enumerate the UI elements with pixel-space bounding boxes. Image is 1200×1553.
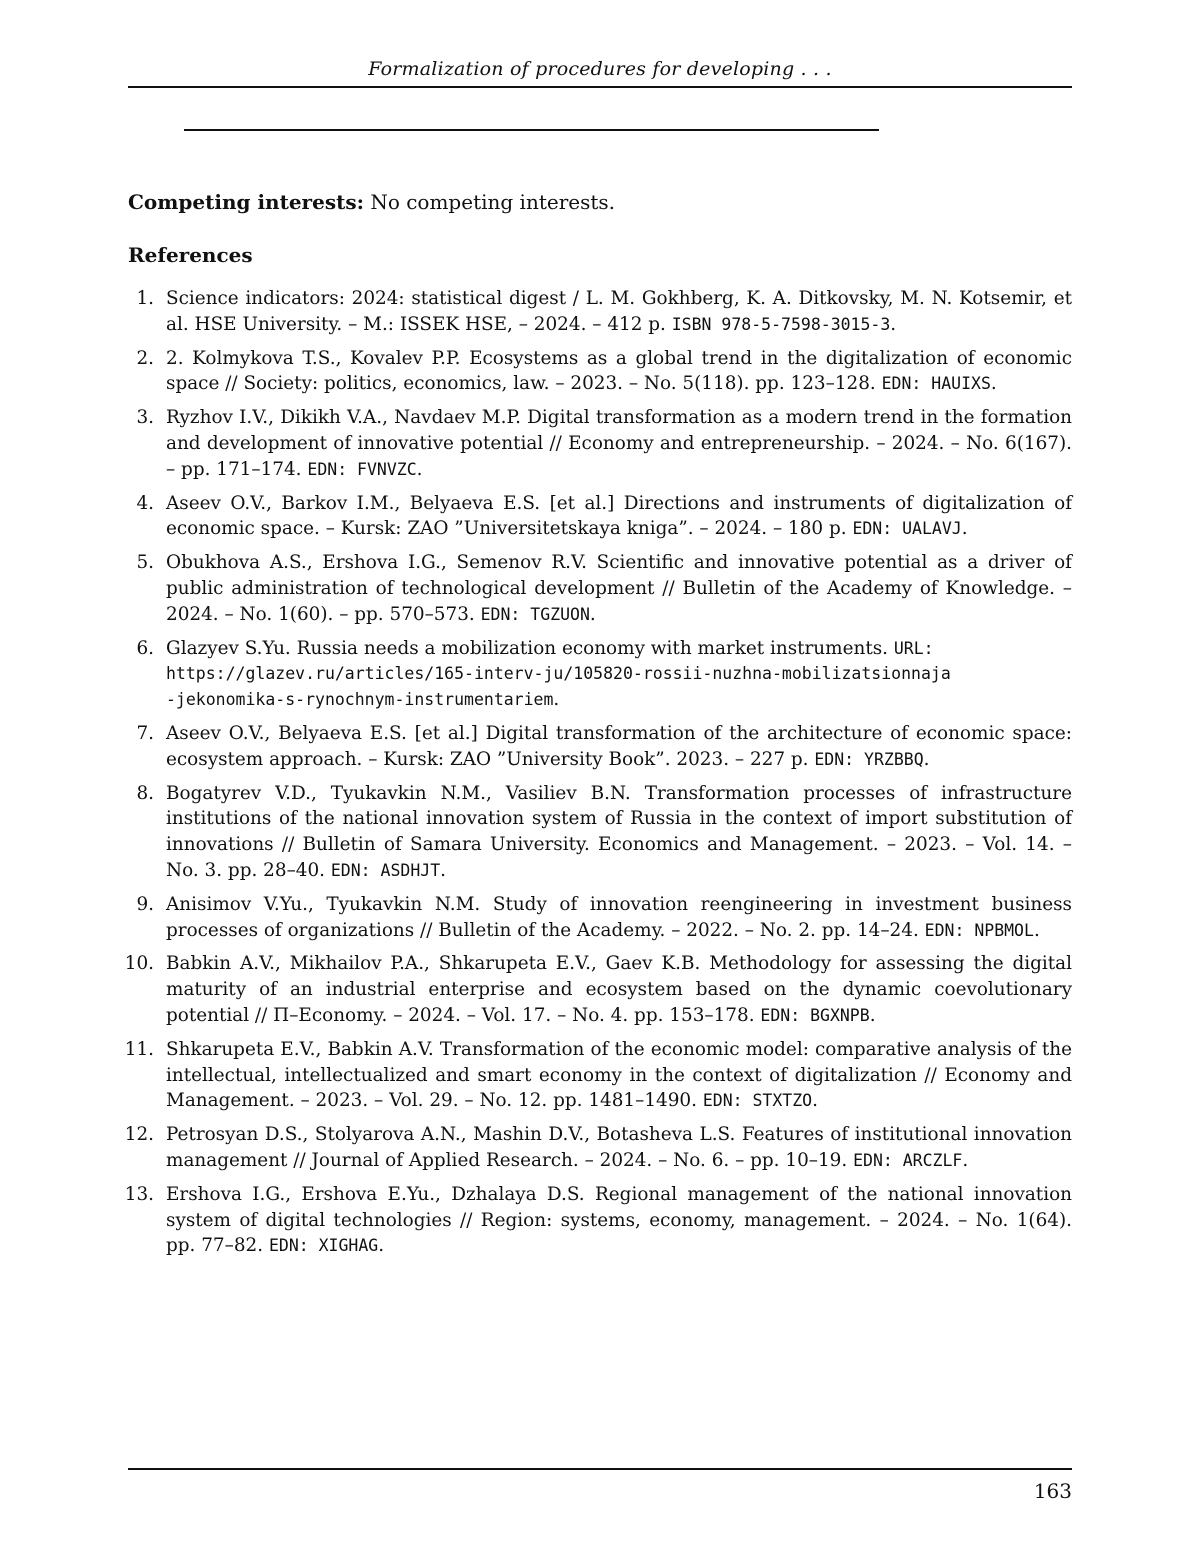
reference-text: Petrosyan D.S., Stolyarova A.N., Mashin D.V., Botasheva L.S. Features of institutional innovation management // Journal of Applied Research. – 2024. – No. 6. – pp. 10–19. <box>166 1124 1072 1171</box>
reference-identifier: EDN: FVNVZC <box>307 459 417 479</box>
reference-list <box>124 286 1072 1267</box>
reference-text: Science indicators: 2024: statistical digest / L. M. Gokhberg, K. A. Ditkovsky, M. N. Kotsemir, et al. HSE University. – M.: ISSEK HSE, – 2024. – 412 p. <box>166 288 1072 335</box>
reference-item: 8. Bogatyrev V.D., Tyukavkin N.M., Vasiliev B.N. Transformation processes of infrastructure institutions of the national innovation system of Russia in the context of import substitution of innovations // Bulletin of Samara University. Economics and Management. – 2023. – Vol. 14. – No. 3. pp. 28–40. EDN: ASDHJT. <box>128 781 1072 884</box>
reference-number: 6. <box>136 637 154 659</box>
reference-identifier: EDN: ARCZLF <box>853 1150 963 1170</box>
page-number: 163 <box>1033 1479 1072 1503</box>
reference-number: 4. <box>136 492 154 514</box>
reference-text: Aseev O.V., Belyaeva E.S. [et al.] Digital transformation of the architecture of economic space: ecosystem approach. – Kursk: ZAO ”University Book”. 2023. – 227 p. <box>166 722 1072 770</box>
reference-number: 10. <box>124 953 154 975</box>
reference-item: 1. Science indicators: 2024: statistical digest / L. M. Gokhberg, K. A. Ditkovsky, M. N. Kotsemir, et al. HSE University. – M.: ISSEK HSE, – 2024. – 412 p. ISBN 978-5-7598-3015-3. <box>128 286 1072 338</box>
reference-number: 13. <box>124 1183 154 1205</box>
header-rule <box>128 86 1072 88</box>
reference-number: 8. <box>136 782 154 804</box>
reference-item: 2. 2. Kolmykova T.S., Kovalev P.P. Ecosystems as a global trend in the digitalization of economic space // Society: politics, economics, law. – 2023. – No. 5(118). pp. 123–128. EDN: HAUIXS. <box>128 346 1072 398</box>
separator-rule <box>184 129 879 131</box>
references-heading: References <box>128 243 253 267</box>
reference-identifier: EDN: NPBMOL <box>924 920 1034 940</box>
reference-number: 12. <box>124 1124 154 1146</box>
reference-identifier: EDN: ASDHJT <box>330 860 441 880</box>
reference-identifier: ISBN 978-5-7598-3015-3 <box>671 314 891 334</box>
reference-item: 9. Anisimov V.Yu., Tyukavkin N.M. Study of innovation reengineering in investment business processes of organizations // Bulletin of the Academy. – 2022. – No. 2. pp. 14–24. EDN: NPBMOL. <box>128 892 1072 944</box>
competing-interests <box>128 190 615 214</box>
reference-item: 7. Aseev O.V., Belyaeva E.S. [et al.] Digital transformation of the architecture of economic space: ecosystem approach. – Kursk: ZAO ”University Book”. 2023. – 227 p. EDN: YRZBBQ. <box>128 721 1072 773</box>
reference-identifier: EDN: XIGHAG <box>268 1236 379 1256</box>
reference-item: 10. Babkin A.V., Mikhailov P.A., Shkarupeta E.V., Gaev K.B. Methodology for assessing the digital maturity of an industrial enterprise and ecosystem based on the dynamic coevolutionary potential // Π–Economy. – 2024. – Vol. 17. – No. 4. pp. 153–178. EDN: BGXNPB. <box>128 951 1072 1028</box>
reference-item: 12. Petrosyan D.S., Stolyarova A.N., Mashin D.V., Botasheva L.S. Features of institutional innovation management // Journal of Applied Research. – 2024. – No. 6. – pp. 10–19. EDN: ARCZLF. <box>128 1122 1072 1174</box>
reference-url-label: URL: <box>893 638 934 658</box>
reference-identifier: EDN: YRZBBQ <box>814 749 924 769</box>
reference-url-link[interactable]: https://glazev.ru/articles/165-interv-ju/105820-rossii-nuzhna-mobilizatsionnaja <box>166 664 951 684</box>
reference-text: Ershova I.G., Ershova E.Yu., Dzhalaya D.S. Regional management of the national innovation system of digital technologies // Region: systems, economy, management. – 2024. – No. 1(64). pp. 77–82. <box>166 1183 1072 1257</box>
reference-text: Bogatyrev V.D., Tyukavkin N.M., Vasiliev B.N. Transformation processes of infrastructure institutions of the national innovation system of Russia in the context of import substitution of innovations // Bulletin of Samara University. Economics and Management. – 2023. – Vol. 14. – No. 3. pp. 28–40. <box>166 782 1072 881</box>
reference-text: Glazyev S.Yu. Russia needs a mobilization economy with market instruments. <box>166 637 888 659</box>
reference-item: 13. Ershova I.G., Ershova E.Yu., Dzhalaya D.S. Regional management of the national innovation system of digital technologies // Region: systems, economy, management. – 2024. – No. 1(64). pp. 77–82. EDN: XIGHAG. <box>128 1182 1072 1259</box>
footer-rule <box>128 1468 1072 1470</box>
reference-text: Ryzhov I.V., Dikikh V.A., Navdaev M.P. Digital transformation as a modern trend in the formation and development of innovative potential // Economy and entrepreneurship. – 2024. – No. 6(167). – pp. 171–174. <box>166 407 1072 480</box>
reference-number: 7. <box>136 722 154 744</box>
reference-text: Shkarupeta E.V., Babkin A.V. Transformation of the economic model: comparative analysis of the intellectual, intellectualized and smart economy in the context of digitalization // Economy and Management. – 2023. – Vol. 29. – No. 12. pp. 1481–1490. <box>166 1038 1072 1112</box>
reference-text: Babkin A.V., Mikhailov P.A., Shkarupeta E.V., Gaev K.B. Methodology for assessing the digital maturity of an industrial enterprise and ecosystem based on the dynamic coevolutionary potential // Π–Economy. – 2024. – Vol. 17. – No. 4. pp. 153–178. <box>166 953 1072 1026</box>
reference-item: 6. Glazyev S.Yu. Russia needs a mobilization economy with market instruments. URL: https://glazev.ru/articles/165-interv-ju/105820-rossii-nuzhna-mobilizatsionnaja -jekonomika-s-rynochnym-instrumentariem. <box>128 636 1072 713</box>
reference-text: Aseev O.V., Barkov I.M., Belyaeva E.S. [et al.] Directions and instruments of digitalization of economic space. – Kursk: ZAO ”Universitetskaya kniga”. – 2024. – 180 p. <box>166 492 1072 540</box>
reference-identifier: EDN: HAUIXS <box>881 374 991 394</box>
reference-number: 2. <box>136 347 154 369</box>
reference-identifier: EDN: BGXNPB <box>760 1005 870 1025</box>
reference-item: 5. Obukhova A.S., Ershova I.G., Semenov R.V. Scientific and innovative potential as a driver of public administration of technological development // Bulletin of the Academy of Knowledge. – 2024. – No. 1(60). – pp. 570–573. EDN: TGZUON. <box>128 550 1072 627</box>
reference-number: 9. <box>136 893 154 915</box>
reference-item: 11. Shkarupeta E.V., Babkin A.V. Transformation of the economic model: comparative analysis of the intellectual, intellectualized and smart economy in the context of digitalization // Economy and Management. – 2023. – Vol. 29. – No. 12. pp. 1481–1490. EDN: STXTZO. <box>128 1037 1072 1114</box>
reference-item: 3. Ryzhov I.V., Dikikh V.A., Navdaev M.P. Digital transformation as a modern trend in the formation and development of innovative potential // Economy and entrepreneurship. – 2024. – No. 6(167). – pp. 171–174. EDN: FVNVZC. <box>128 405 1072 482</box>
reference-text: Anisimov V.Yu., Tyukavkin N.M. Study of innovation reengineering in investment business processes of organizations // Bulletin of the Academy. – 2022. – No. 2. pp. 14–24. <box>166 893 1072 941</box>
competing-interests-text: No competing interests. <box>370 190 616 214</box>
reference-identifier: EDN: TGZUON <box>480 604 590 624</box>
reference-number: 11. <box>124 1038 154 1060</box>
reference-identifier: EDN: UALAVJ <box>852 519 962 539</box>
reference-text: 2. Kolmykova T.S., Kovalev P.P. Ecosystems as a global trend in the digitalization of economic space // Society: politics, economics, law. – 2023. – No. 5(118). pp. 123–128. <box>166 347 1072 395</box>
running-header: Formalization of procedures for developing . . . <box>368 58 832 80</box>
reference-number: 1. <box>136 288 154 309</box>
reference-item: 4. Aseev O.V., Barkov I.M., Belyaeva E.S. [et al.] Directions and instruments of digitalization of economic space. – Kursk: ZAO ”Universitetskaya kniga”. – 2024. – 180 p. EDN: UALAVJ. <box>128 491 1072 543</box>
competing-interests-label: Competing interests: <box>128 190 364 214</box>
reference-number: 5. <box>136 552 154 574</box>
reference-url-link[interactable]: -jekonomika-s-rynochnym-instrumentariem <box>166 690 554 710</box>
reference-number: 3. <box>136 407 154 429</box>
reference-text: Obukhova A.S., Ershova I.G., Semenov R.V. Scientific and innovative potential as a driver of public administration of technological development // Bulletin of the Academy of Knowledge. – 2024. – No. 1(60). – pp. 570–573. <box>166 552 1072 625</box>
reference-identifier: EDN: STXTZO <box>702 1091 813 1111</box>
